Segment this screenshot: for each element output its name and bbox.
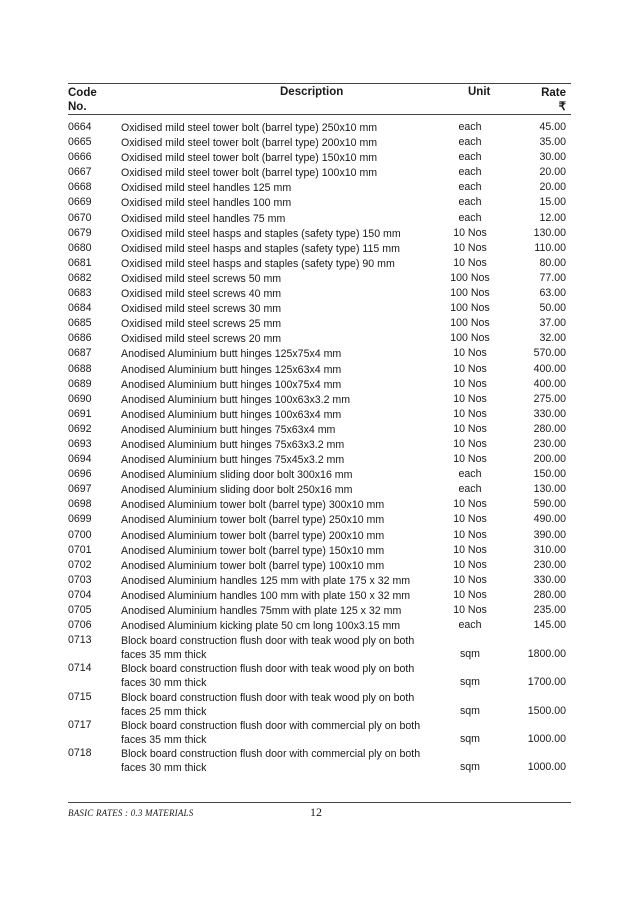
row-description: Anodised Aluminium sliding door bolt 250x16 mm: [121, 484, 353, 497]
table-row: [68, 574, 571, 589]
row-rate: 20.00: [539, 181, 566, 194]
row-rate: 30.00: [539, 151, 566, 164]
header-unit: Unit: [468, 86, 491, 98]
row-code: 0698: [68, 498, 92, 511]
row-description: Anodised Aluminium butt hinges 75x63x3.2 mm: [121, 438, 345, 451]
row-description: Block board construction flush door with teak wood ply on both faces 25 mm thick: [121, 691, 415, 718]
row-unit: 10 Nos: [453, 543, 487, 556]
row-code: 0686: [68, 332, 92, 345]
row-description: Block board construction flush door with teak wood ply on both faces 35 mm thick: [121, 635, 415, 662]
row-description: Oxidised mild steel tower bolt (barrel type) 250x10 mm: [121, 122, 378, 134]
row-unit: 100 Nos: [450, 302, 490, 315]
row-unit: 10 Nos: [453, 392, 487, 405]
row-description: Anodised Aluminium tower bolt (barrel type) 150x10 mm: [121, 544, 385, 557]
row-rate: 1000.00: [527, 733, 566, 746]
header-code-label-2: No.: [68, 101, 87, 113]
row-rate: 110.00: [534, 241, 566, 254]
page-number: 12: [310, 805, 322, 819]
row-code: 0697: [68, 483, 92, 496]
row-description: Anodised Aluminium butt hinges 75x45x3.2 mm: [121, 454, 345, 467]
row-code: 0715: [68, 690, 92, 703]
table-row: [68, 166, 571, 181]
table-row: [68, 619, 571, 634]
row-rate: 145.00: [533, 619, 566, 632]
row-rate: 275.00: [533, 392, 566, 405]
table-row: [68, 529, 571, 544]
table-row: [68, 408, 571, 423]
row-rate: 130.00: [533, 483, 566, 496]
row-description: Anodised Aluminium sliding door bolt 300x16 mm: [121, 469, 353, 482]
row-code: 0702: [68, 558, 92, 571]
row-rate: 32.00: [539, 332, 566, 345]
row-description: Oxidised mild steel hasps and staples (safety type) 90 mm: [121, 257, 395, 270]
row-description: Anodised Aluminium tower bolt (barrel type) 100x10 mm: [121, 559, 385, 572]
row-rate: 390.00: [533, 528, 566, 541]
row-unit: 10 Nos: [453, 513, 487, 526]
table-row: [68, 121, 571, 136]
row-rate: 63.00: [539, 287, 566, 300]
row-code: 0717: [68, 719, 92, 732]
row-code: 0701: [68, 543, 92, 556]
row-unit: 10 Nos: [453, 422, 487, 435]
row-description: Anodised Aluminium butt hinges 100x63x3.2 mm: [121, 393, 351, 406]
table-row: [68, 747, 571, 775]
row-rate: 490.00: [533, 513, 566, 526]
header-description: Description: [280, 86, 344, 98]
row-code: 0713: [68, 634, 92, 647]
row-description: Anodised Aluminium handles 75mm with plate 125 x 32 mm: [121, 605, 402, 617]
row-rate: 400.00: [533, 377, 566, 390]
table-row: [68, 513, 571, 528]
table-row: [68, 378, 571, 393]
row-code: 0669: [68, 196, 92, 209]
row-unit: sqm: [459, 733, 480, 746]
table-row: [68, 257, 571, 272]
row-code: 0690: [68, 392, 92, 405]
row-code: 0680: [68, 241, 92, 254]
table-row: [68, 483, 571, 498]
table-row: [68, 662, 571, 690]
row-description: Anodised Aluminium tower bolt (barrel type) 250x10 mm: [121, 514, 385, 527]
table-row: [68, 332, 571, 347]
row-code: 0679: [68, 226, 92, 239]
row-code: 0670: [68, 211, 92, 224]
row-unit: 10 Nos: [453, 558, 487, 571]
row-unit: 10 Nos: [453, 362, 487, 375]
table-row: [68, 719, 571, 747]
row-description: Anodised Aluminium butt hinges 75x63x4 mm: [121, 423, 336, 436]
row-description: Anodised Aluminium butt hinges 100x75x4 mm: [121, 378, 342, 391]
row-unit: 100 Nos: [450, 287, 490, 300]
row-rate: 37.00: [539, 317, 566, 330]
table-row: [68, 136, 571, 151]
row-description: Oxidised mild steel handles 100 mm: [121, 197, 292, 210]
row-unit: 10 Nos: [453, 573, 487, 586]
table-row: [68, 363, 571, 378]
table-row: [68, 302, 571, 317]
row-unit: 10 Nos: [453, 241, 487, 254]
row-unit: 10 Nos: [453, 498, 487, 511]
row-code: 0664: [68, 121, 92, 133]
row-unit: 10 Nos: [453, 226, 487, 239]
header-top-rule: [68, 83, 571, 84]
row-code: 0688: [68, 362, 92, 375]
row-code: 0681: [68, 256, 92, 269]
row-code: 0714: [68, 662, 92, 675]
row-code: 0666: [68, 151, 92, 164]
header-rate-label: Rate: [541, 87, 566, 99]
row-unit: each: [458, 211, 482, 224]
row-unit: each: [458, 151, 482, 164]
row-code: 0705: [68, 604, 92, 616]
row-code: 0668: [68, 181, 92, 194]
row-unit: sqm: [459, 676, 480, 689]
row-description: Anodised Aluminium butt hinges 125x63x4 mm: [121, 363, 342, 376]
row-rate: 80.00: [539, 256, 566, 269]
table-row: [68, 347, 571, 362]
row-rate: 15.00: [539, 196, 566, 209]
header-bottom-rule: [68, 114, 571, 115]
row-rate: 130.00: [533, 226, 566, 239]
row-description: Anodised Aluminium butt hinges 100x63x4 mm: [121, 408, 342, 421]
header-code: [68, 86, 108, 114]
table-header: [68, 86, 571, 114]
row-description: Oxidised mild steel screws 25 mm: [121, 318, 282, 331]
row-unit: 10 Nos: [453, 377, 487, 390]
table-row: [68, 423, 571, 438]
row-unit: 10 Nos: [453, 437, 487, 450]
row-rate: 570.00: [533, 347, 566, 360]
table-row: [68, 227, 571, 242]
row-rate: 45.00: [539, 121, 566, 133]
table-row: [68, 559, 571, 574]
row-unit: 10 Nos: [453, 347, 487, 360]
row-code: 0692: [68, 422, 92, 435]
table-row: [68, 242, 571, 257]
row-description: Oxidised mild steel hasps and staples (safety type) 115 mm: [121, 242, 400, 255]
row-unit: each: [458, 483, 482, 496]
row-code: 0696: [68, 468, 92, 481]
row-rate: 280.00: [533, 588, 566, 601]
row-rate: 50.00: [539, 302, 566, 315]
row-description: Anodised Aluminium handles 125 mm with plate 175 x 32 mm: [121, 574, 411, 587]
header-rate: [541, 86, 566, 114]
row-rate: 330.00: [533, 573, 566, 586]
table-row: [68, 453, 571, 468]
row-rate: 400.00: [533, 362, 566, 375]
table-row: [68, 468, 571, 483]
row-unit: 10 Nos: [453, 588, 487, 601]
row-rate: 12.00: [539, 211, 566, 224]
table-row: [68, 634, 571, 662]
row-rate: 200.00: [533, 453, 566, 466]
row-rate: 1500.00: [527, 704, 566, 717]
row-rate: 330.00: [533, 407, 566, 420]
table-row: [68, 691, 571, 719]
row-code: 0699: [68, 513, 92, 526]
row-code: 0718: [68, 747, 92, 760]
row-code: 0684: [68, 302, 92, 315]
table-row: [68, 544, 571, 559]
row-unit: each: [458, 136, 482, 149]
row-rate: 235.00: [533, 604, 566, 616]
table-row: [68, 212, 571, 227]
table-row: [68, 196, 571, 211]
row-code: 0706: [68, 619, 92, 632]
row-unit: 10 Nos: [453, 407, 487, 420]
row-description: Oxidised mild steel tower bolt (barrel type) 150x10 mm: [121, 152, 378, 165]
row-description: Block board construction flush door with teak wood ply on both faces 30 mm thick: [121, 663, 415, 690]
row-unit: sqm: [459, 648, 480, 661]
row-unit: each: [458, 619, 482, 632]
footer-section-title: BASIC RATES : 0.3 MATERIALS: [68, 808, 194, 818]
row-code: 0703: [68, 573, 92, 586]
table-row: [68, 589, 571, 604]
row-unit: 10 Nos: [453, 528, 487, 541]
rates-table: [68, 121, 571, 776]
row-rate: 230.00: [533, 558, 566, 571]
row-code: 0689: [68, 377, 92, 390]
row-unit: each: [458, 196, 482, 209]
table-row: [68, 317, 571, 332]
table-row: [68, 151, 571, 166]
row-unit: each: [458, 181, 482, 194]
row-code: 0694: [68, 453, 92, 466]
row-description: Oxidised mild steel screws 40 mm: [121, 288, 282, 301]
row-description: Anodised Aluminium tower bolt (barrel type) 300x10 mm: [121, 499, 385, 512]
table-row: [68, 604, 571, 619]
row-description: Oxidised mild steel tower bolt (barrel type) 200x10 mm: [121, 137, 378, 150]
row-code: 0667: [68, 166, 92, 179]
table-row: [68, 287, 571, 302]
row-rate: 1000.00: [527, 761, 566, 774]
rupee-symbol: ₹: [558, 101, 566, 113]
row-description: Oxidised mild steel handles 125 mm: [121, 182, 292, 195]
row-unit: 10 Nos: [453, 256, 487, 269]
row-unit: 100 Nos: [450, 332, 490, 345]
row-code: 0700: [68, 528, 92, 541]
table-row: [68, 181, 571, 196]
row-description: Oxidised mild steel screws 30 mm: [121, 303, 282, 316]
row-code: 0691: [68, 407, 92, 420]
row-description: Oxidised mild steel tower bolt (barrel type) 100x10 mm: [121, 167, 378, 180]
row-description: Oxidised mild steel handles 75 mm: [121, 212, 286, 225]
row-code: 0704: [68, 588, 92, 601]
row-code: 0687: [68, 347, 92, 360]
row-rate: 1800.00: [527, 648, 566, 661]
row-rate: 150.00: [533, 468, 566, 481]
row-description: Block board construction flush door with commercial ply on both faces 30 mm thick: [121, 748, 421, 775]
row-unit: each: [458, 468, 482, 481]
row-unit: each: [458, 166, 482, 179]
row-description: Oxidised mild steel screws 20 mm: [121, 333, 282, 346]
row-unit: each: [458, 121, 482, 133]
row-rate: 1700.00: [527, 676, 566, 689]
row-description: Oxidised mild steel hasps and staples (safety type) 150 mm: [121, 227, 401, 240]
row-unit: 100 Nos: [450, 271, 490, 284]
table-row: [68, 498, 571, 513]
row-rate: 77.00: [539, 271, 566, 284]
row-rate: 20.00: [539, 166, 566, 179]
row-description: Anodised Aluminium butt hinges 125x75x4 mm: [121, 348, 342, 361]
row-rate: 310.00: [533, 543, 566, 556]
row-description: Oxidised mild steel screws 50 mm: [121, 272, 282, 285]
row-rate: 590.00: [533, 498, 566, 511]
row-code: 0683: [68, 287, 92, 300]
row-rate: 280.00: [533, 422, 566, 435]
row-code: 0665: [68, 136, 92, 149]
table-row: [68, 438, 571, 453]
row-code: 0682: [68, 271, 92, 284]
footer-rule: [68, 802, 571, 803]
row-code: 0685: [68, 317, 92, 330]
header-code-label: Code: [68, 87, 97, 99]
row-description: Anodised Aluminium handles 100 mm with plate 150 x 32 mm: [121, 589, 411, 602]
row-code: 0693: [68, 437, 92, 450]
row-rate: 35.00: [539, 136, 566, 149]
row-description: Anodised Aluminium kicking plate 50 cm long 100x3.15 mm: [121, 620, 401, 633]
row-description: Anodised Aluminium tower bolt (barrel type) 200x10 mm: [121, 529, 385, 542]
row-unit: 10 Nos: [453, 604, 487, 616]
table-row: [68, 393, 571, 408]
row-description: Block board construction flush door with commercial ply on both faces 35 mm thick: [121, 720, 421, 747]
table-row: [68, 272, 571, 287]
row-unit: 10 Nos: [453, 453, 487, 466]
row-unit: sqm: [459, 761, 480, 774]
row-rate: 230.00: [533, 437, 566, 450]
row-unit: sqm: [459, 704, 480, 717]
row-unit: 100 Nos: [450, 317, 490, 330]
